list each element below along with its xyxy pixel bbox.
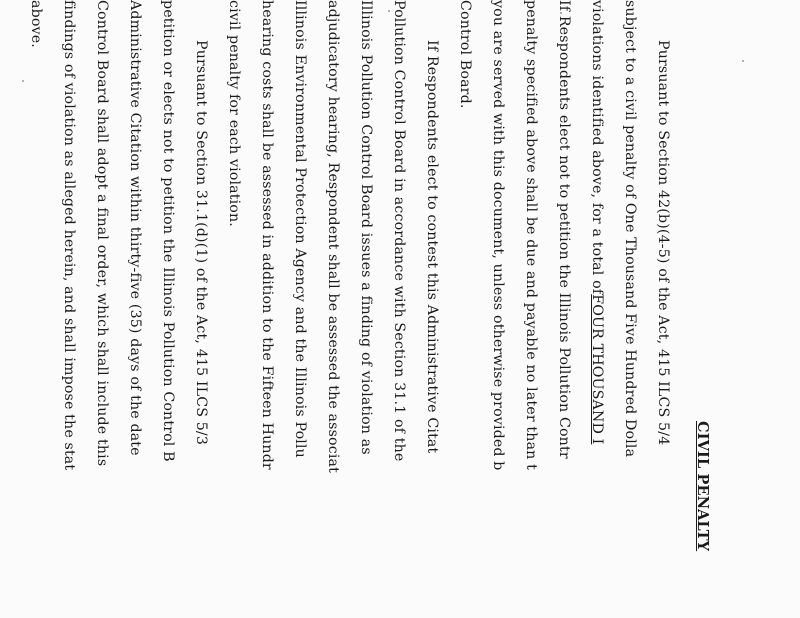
para3-line: Pursuant to Section 31.1(d)(1) of the Act, 415 ILCS 5/3: [193, 40, 209, 446]
para1-line: subject to a civil penalty of One Thousand Five Hundred Dolla: [622, 0, 638, 458]
para1-line: Pursuant to Section 42(b)(4-5) of the Act, 415 ILCS 5/4: [655, 40, 671, 446]
para1-line: Control Board.: [457, 0, 473, 109]
para3-line: petition or elects not to petition the Illinois Pollution Control B: [160, 0, 176, 462]
para2-line: civil penalty for each violation.: [226, 0, 242, 227]
para2-line: hearing costs shall be assessed in addition to the Fifteen Hundr: [259, 0, 275, 470]
para2-line: Illinois Pollution Control Board issues a finding of violation as: [358, 0, 374, 455]
para2-line: If Respondents elect to contest this Administrative Citat: [424, 40, 440, 454]
para1-line-text: violations identified above, for a total of: [589, 0, 605, 295]
para1-line: penalty specified above shall be due and payable no later than t: [523, 0, 539, 470]
para2-line: Illinois Environmental Protection Agency and the Illinois Pollu: [292, 0, 308, 458]
para1-line: you are served with this document, unless otherwise provided b: [490, 0, 506, 471]
para1-line: If Respondents elect not to petition the Illinois Pollution Contr: [556, 0, 572, 459]
section-title: CIVIL PENALTY: [694, 421, 711, 552]
para2-line: Pollution Control Board in accordance with Section 31.1 of the: [391, 0, 407, 462]
para1-line: [590, 0, 604, 444]
para3-line: Control Board shall adopt a final order, which shall include this: [94, 0, 110, 467]
total-amount: FOUR THOUSAND I: [589, 294, 605, 445]
para3-line: findings of violation as alleged herein, and shall impose the stat: [61, 0, 77, 471]
para2-line: adjudicatory hearing, Respondent shall be assessed the associat: [325, 0, 341, 473]
para3-line: above.: [28, 0, 44, 48]
para3-line: Administrative Citation within thirty-five (35) days of the date: [127, 0, 143, 456]
